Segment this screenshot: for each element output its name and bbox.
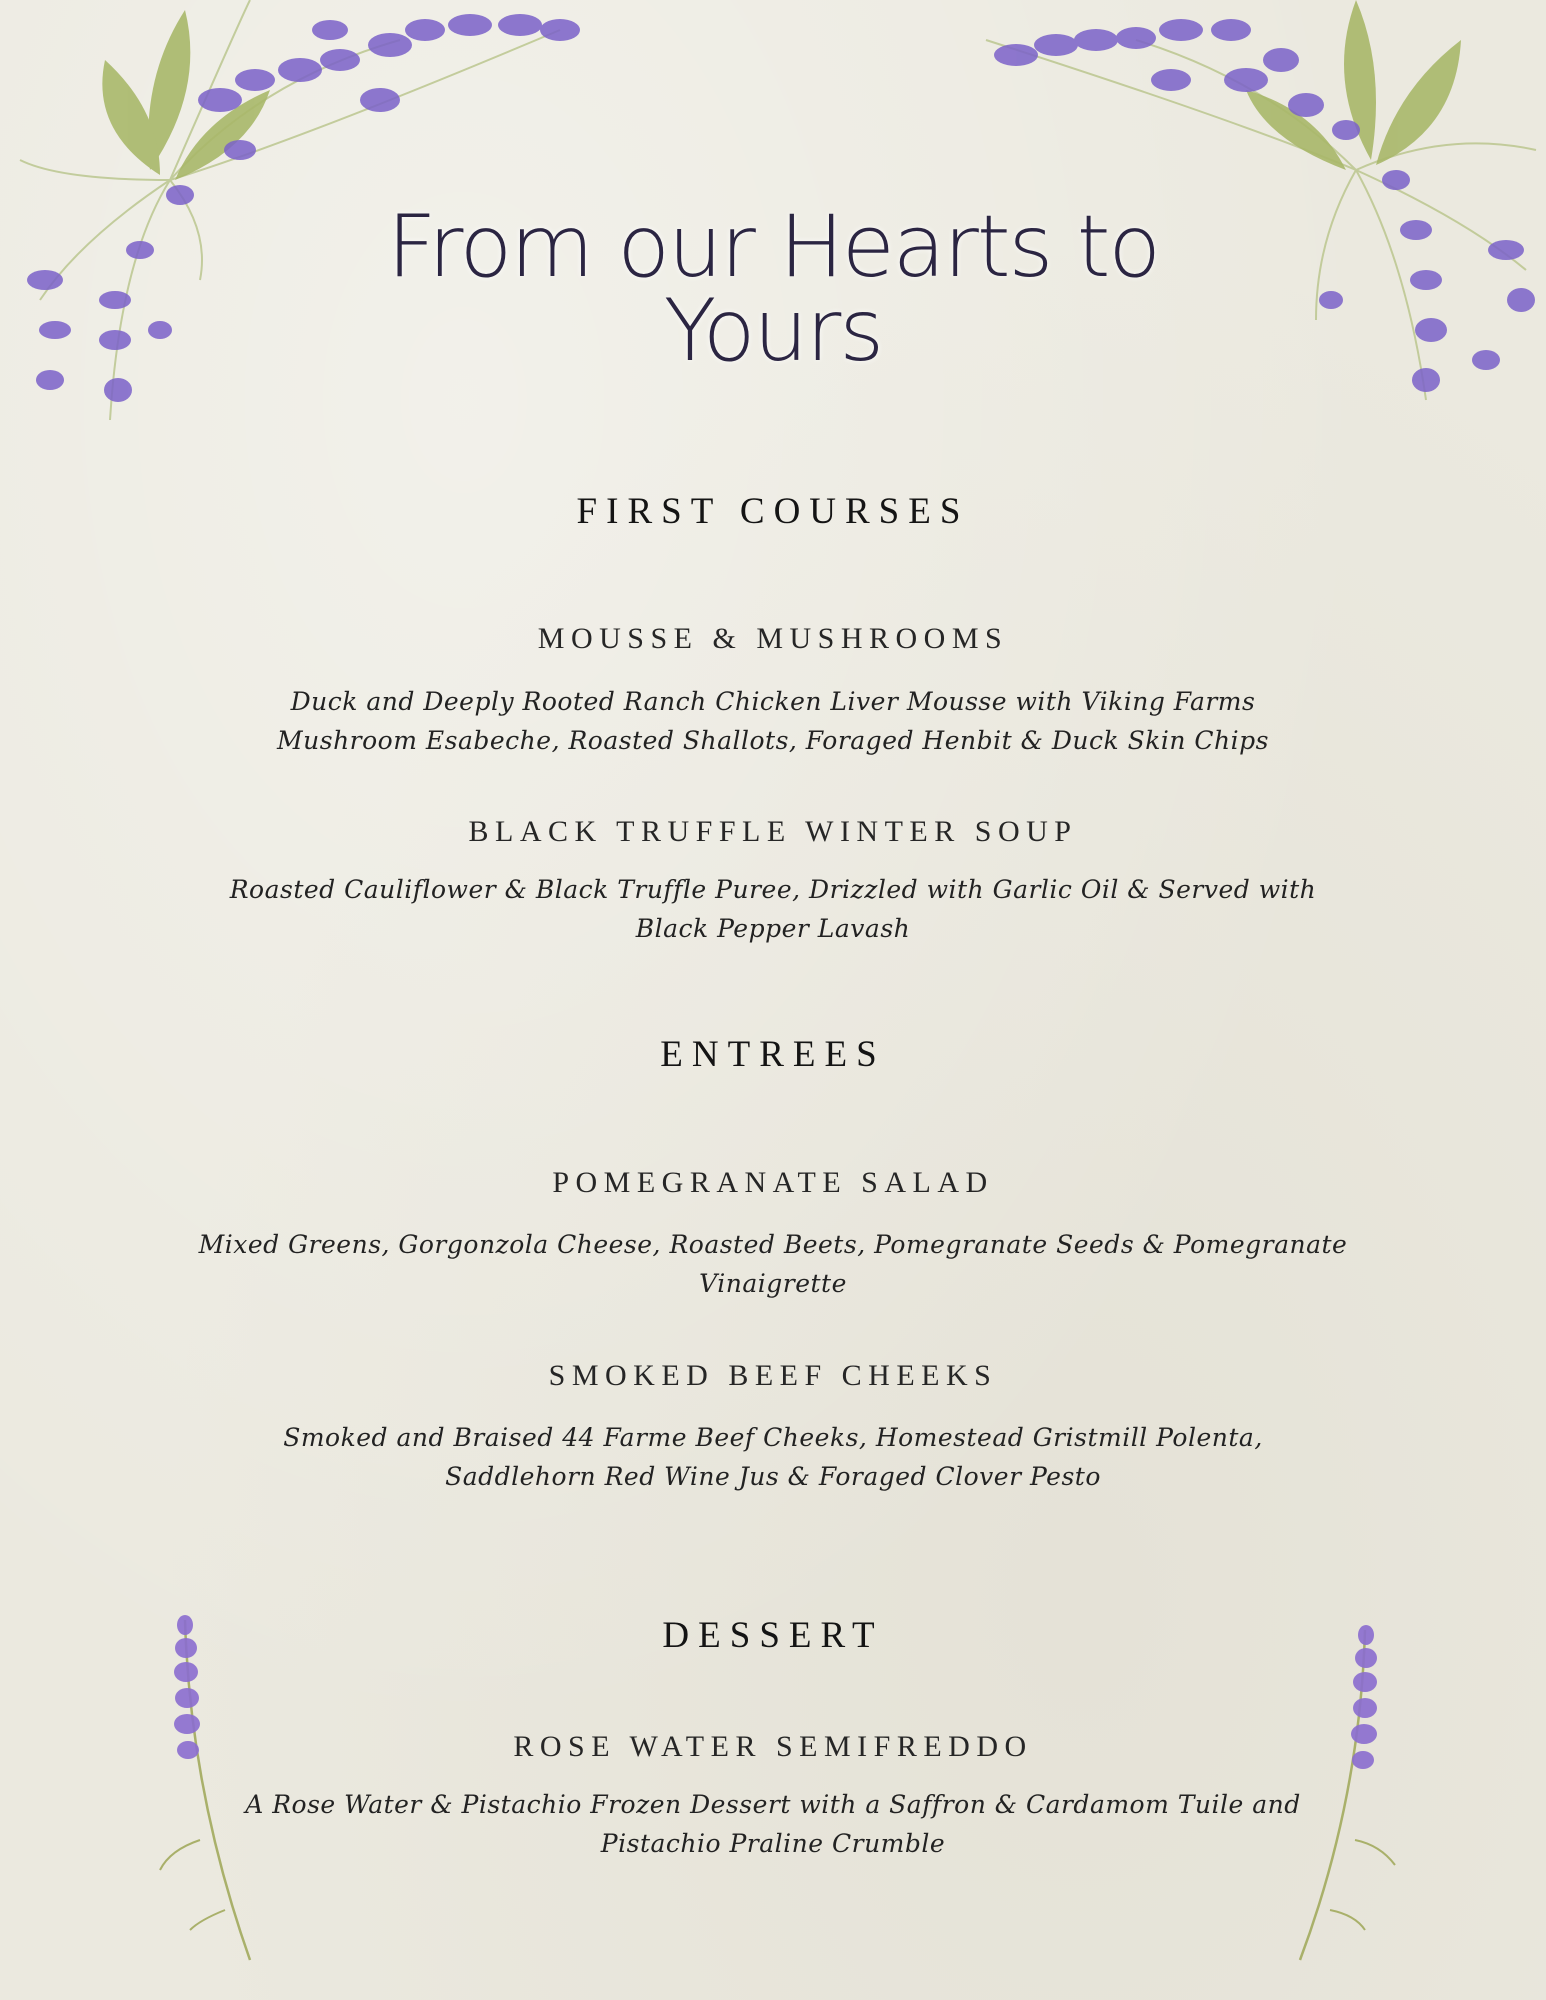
menu-item-name: POMEGRANATE SALAD xyxy=(552,1166,994,1199)
section-heading-first-courses: FIRST COURSES xyxy=(576,491,970,532)
section-heading-dessert: DESSERT xyxy=(662,1615,884,1656)
menu-item-name: ROSE WATER SEMIFREDDO xyxy=(513,1730,1033,1763)
menu-item-name: SMOKED BEEF CHEEKS xyxy=(548,1359,998,1392)
page-title: From our Hearts to Yours xyxy=(386,197,1160,381)
menu-item-description: A Rose Water & Pistachio Frozen Dessert with a Saffron & Cardamom Tuile and Pistachio Praline Crumble xyxy=(245,1790,1301,1858)
menu-item-name: MOUSSE & MUSHROOMS xyxy=(537,622,1009,655)
section-heading-entrees: ENTREES xyxy=(660,1034,886,1075)
menu-item-description: Roasted Cauliflower & Black Truffle Puree, Drizzled with Garlic Oil & Served with Black Pepper Lavash xyxy=(229,875,1317,943)
menu-item-description: Duck and Deeply Rooted Ranch Chicken Liver Mousse with Viking Farms Mushroom Esabeche, Roasted Shallots, Foraged Henbit & Duck Skin Chips xyxy=(277,687,1269,755)
menu-item-name: BLACK TRUFFLE WINTER SOUP xyxy=(468,815,1078,848)
menu-item-description: Mixed Greens, Gorgonzola Cheese, Roasted Beets, Pomegranate Seeds & Pomegranate Vinaigrette xyxy=(198,1230,1348,1298)
menu-item-description: Smoked and Braised 44 Farme Beef Cheeks, Homestead Gristmill Polenta, Saddlehorn Red Wine Jus & Foraged Clover Pesto xyxy=(283,1423,1263,1491)
